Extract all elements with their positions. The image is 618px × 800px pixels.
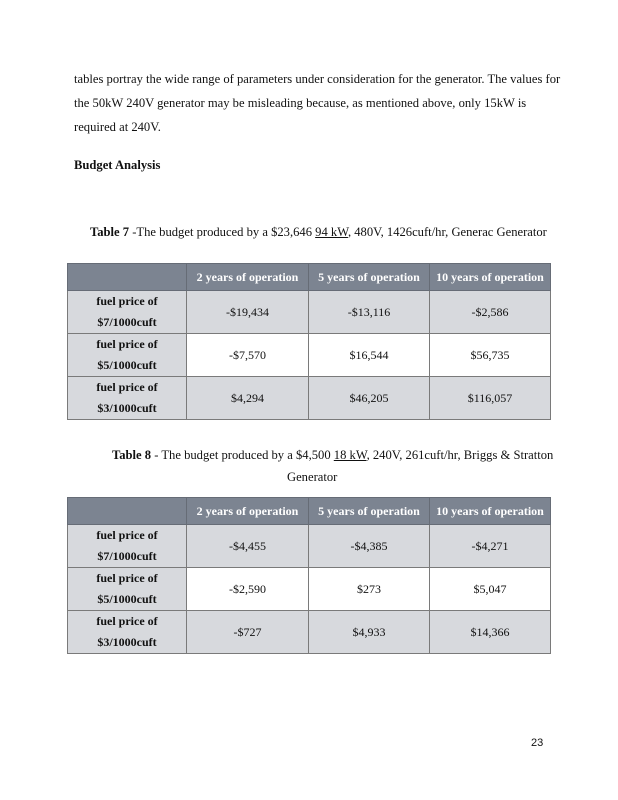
row-label-line: fuel price of <box>96 294 158 308</box>
table-cell: $273 <box>309 568 430 611</box>
table-header-row <box>68 264 551 291</box>
table-row <box>68 291 551 334</box>
body-paragraph <box>74 67 561 139</box>
table-cell: -$4,455 <box>187 525 309 568</box>
table-cell: -$2,586 <box>430 291 551 334</box>
row-label-line: $3/1000cuft <box>97 635 157 649</box>
table-cell: $4,294 <box>187 377 309 420</box>
row-label-line: $7/1000cuft <box>97 549 157 563</box>
table-cell: -$13,116 <box>309 291 430 334</box>
table-cell: $16,544 <box>309 334 430 377</box>
table-row <box>68 377 551 420</box>
column-header: 10 years of operation <box>430 264 551 291</box>
paragraph-line: the 50kW 240V generator may be misleading because, as mentioned above, only 15kW is <box>74 96 527 110</box>
table8-caption-line2: Generator <box>287 470 338 484</box>
table8 <box>67 497 551 654</box>
corner-cell <box>68 264 187 291</box>
table8-caption-post: , 240V, 261cuft/hr, Briggs & Stratton <box>366 448 554 462</box>
table-row <box>68 334 551 377</box>
table-cell: $116,057 <box>430 377 551 420</box>
table7-caption-pre: -The budget produced by a $23,646 <box>129 225 316 239</box>
table-cell: $14,366 <box>430 611 551 654</box>
table8-caption <box>112 448 553 463</box>
table8-caption-label: Table 8 <box>112 448 152 462</box>
table8-caption-underlined: 18 kW <box>333 448 367 462</box>
table-cell: $46,205 <box>309 377 430 420</box>
row-label <box>68 377 187 420</box>
section-heading: Budget Analysis <box>74 158 161 172</box>
table8-caption-pre: - The budget produced by a $4,500 <box>151 448 334 462</box>
paragraph-line: tables portray the wide range of parameters under consideration for the generator. The values for <box>74 72 561 86</box>
row-label <box>68 611 187 654</box>
column-header: 5 years of operation <box>309 264 430 291</box>
table-cell: $56,735 <box>430 334 551 377</box>
table-cell: -$2,590 <box>187 568 309 611</box>
row-label <box>68 291 187 334</box>
table-cell: $4,933 <box>309 611 430 654</box>
table-cell: -$4,385 <box>309 525 430 568</box>
page-number: 23 <box>531 737 544 749</box>
column-header: 5 years of operation <box>309 498 430 525</box>
table-cell: -$7,570 <box>187 334 309 377</box>
row-label-line: fuel price of <box>96 380 158 394</box>
row-label-line: fuel price of <box>96 528 158 542</box>
row-label <box>68 568 187 611</box>
table-row <box>68 525 551 568</box>
paragraph-line: required at 240V. <box>74 120 161 134</box>
row-label-line: $7/1000cuft <box>97 315 157 329</box>
row-label-line: fuel price of <box>96 614 158 628</box>
table7-caption <box>90 225 547 240</box>
table7-caption-underlined: 94 kW <box>315 225 348 239</box>
table-row <box>68 568 551 611</box>
table-row <box>68 611 551 654</box>
row-label-line: fuel price of <box>96 337 158 351</box>
table7 <box>67 263 551 420</box>
table7-caption-label: Table 7 <box>90 225 130 239</box>
corner-cell <box>68 498 187 525</box>
row-label <box>68 334 187 377</box>
table7-caption-post: , 480V, 1426cuft/hr, Generac Generator <box>347 225 547 239</box>
row-label-line: $3/1000cuft <box>97 401 157 415</box>
column-header: 10 years of operation <box>430 498 551 525</box>
row-label-line: $5/1000cuft <box>97 592 157 606</box>
row-label-line: fuel price of <box>96 571 158 585</box>
table-cell: $5,047 <box>430 568 551 611</box>
table-cell: -$19,434 <box>187 291 309 334</box>
table-cell: -$727 <box>187 611 309 654</box>
table-header-row <box>68 498 551 525</box>
row-label-line: $5/1000cuft <box>97 358 157 372</box>
table-cell: -$4,271 <box>430 525 551 568</box>
column-header: 2 years of operation <box>187 498 309 525</box>
row-label <box>68 525 187 568</box>
column-header: 2 years of operation <box>187 264 309 291</box>
